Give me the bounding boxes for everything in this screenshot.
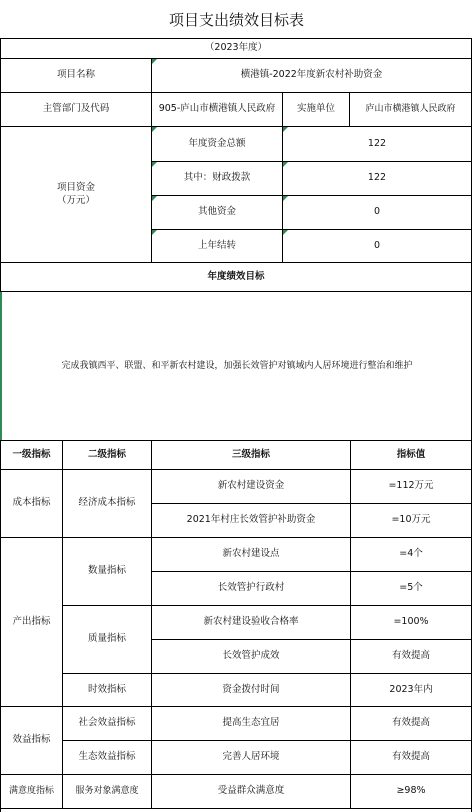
funds-label-line1: 项目资金 [56,181,95,193]
impl-label: 实施单位 [296,103,335,115]
funds-label-line2: （万元） [56,194,95,206]
funds-row-label: 上年结转 [152,230,282,262]
level3-item: 长效管护成效 [222,650,280,662]
header-level2: 二级指标 [87,448,126,460]
level3-item: 新农村建设资金 [217,480,285,492]
funds-row-value: 0 [283,230,471,262]
dept-label: 主管部门及代码 [42,103,110,115]
project-name-value: 横港镇-2022年度新农村补助资金 [152,59,471,92]
funds-row-value: 122 [283,162,471,195]
indicator-value: =5个 [399,582,423,594]
level2-eco-benefit: 生态效益指标 [78,751,136,763]
funds-row-value: 0 [283,196,471,229]
indicator-value: 有效提高 [391,717,430,729]
level1-satisfaction: 满意度指标 [8,786,54,797]
level3-item: 新农村建设验收合格率 [203,616,299,628]
indicator-value: ≥98% [396,785,426,797]
indicator-value: 有效提高 [391,650,430,662]
funds-label [1,127,151,262]
level3-item: 长效管护行政村 [217,582,285,594]
funds-row-label: 年度资金总额 [152,127,282,161]
impl-value: 庐山市横港镇人民政府 [365,104,456,115]
indicator-value: =100% [393,616,429,628]
funds-row-label: 其中：财政拨款 [152,162,282,195]
page-title: 项目支出绩效目标表 [168,10,304,29]
level3-item: 完善人居环境 [222,751,280,763]
level1-benefit: 效益指标 [12,734,51,746]
funds-row-label: 其他资金 [152,196,282,229]
level3-item: 资金拨付时间 [222,683,280,695]
level3-item: 提高生态宜居 [222,717,280,729]
level3-item: 新农村建设点 [222,548,280,560]
indicator-value: =112万元 [388,480,434,492]
level1-cost: 成本指标 [12,497,51,509]
level3-item: 2021年村庄长效管护补助资金 [186,514,316,526]
dept-value: 905-庐山市横港镇人民政府 [158,103,276,115]
project-name-label: 项目名称 [56,69,95,81]
level1-output: 产出指标 [12,615,51,627]
goal-header: 年度绩效目标 [207,270,265,282]
level2-social-benefit: 社会效益指标 [78,717,136,729]
year-label: （2023年度） [204,42,268,54]
goal-text: 完成我镇西平、联盟、和平新农村建设，加强长效管护对镇域内人居环境进行整治和维护 [61,360,413,371]
indicator-value: 2023年内 [389,683,433,695]
level2-timeliness: 时效指标 [87,683,126,695]
indicator-value: =4个 [399,548,423,560]
level2-quality: 质量指标 [87,633,126,645]
level2-service-satisfaction: 服务对象满意度 [75,786,139,797]
header-level1: 一级指标 [12,448,51,460]
indicator-value: 有效提高 [391,751,430,763]
level2-quantity: 数量指标 [87,565,126,577]
level3-item: 受益群众满意度 [217,785,285,797]
level2-economic-cost: 经济成本指标 [78,497,136,509]
header-value: 指标值 [396,448,426,460]
indicator-value: =10万元 [391,514,431,526]
funds-row-value: 122 [283,127,471,161]
header-level3: 三级指标 [231,448,270,460]
